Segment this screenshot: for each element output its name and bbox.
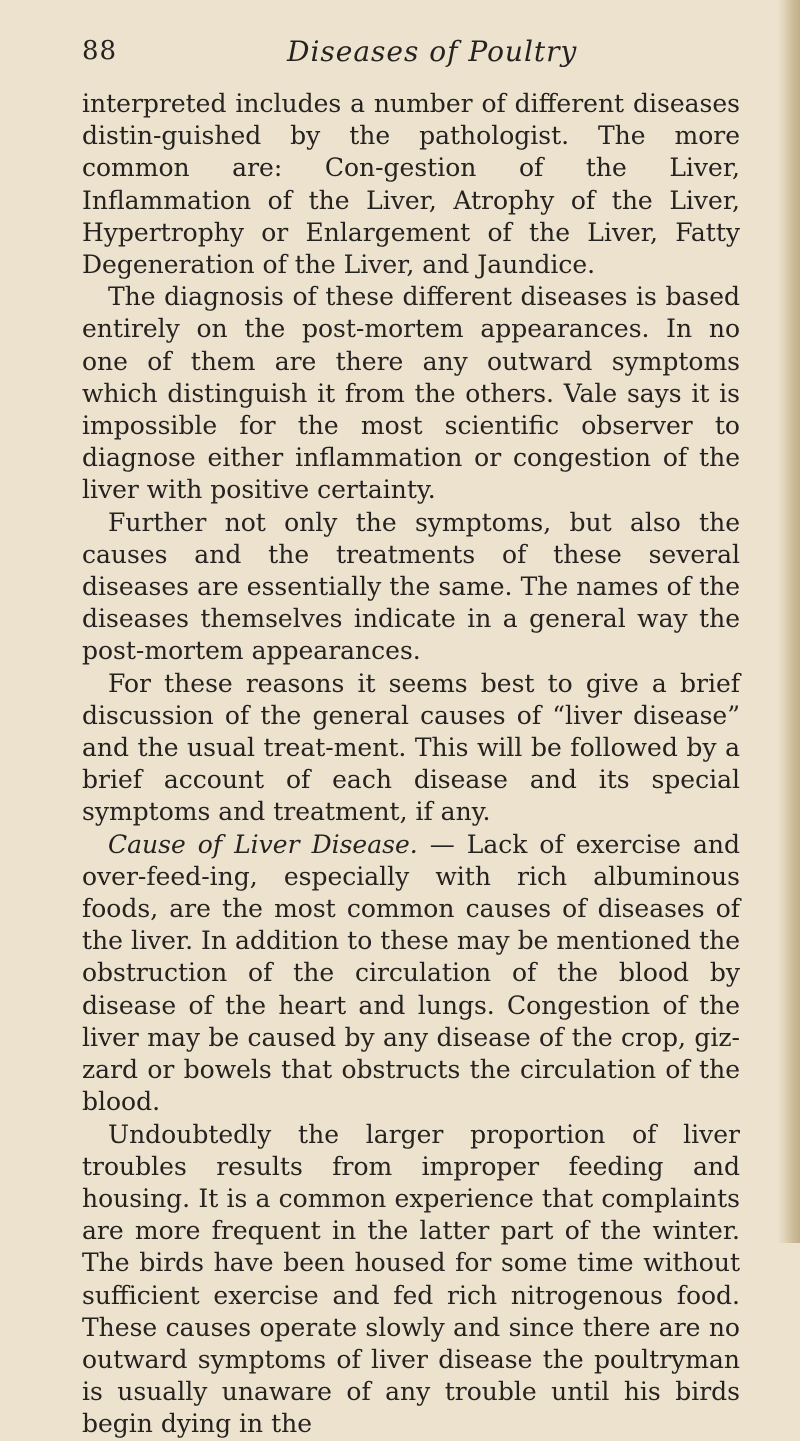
paragraph [82,88,740,281]
book-page [82,0,740,1439]
page-number: 88 [82,36,118,66]
paragraph-text: The diagnosis of these different diseases is based entirely on the post-mortem appearances. In no one of them are there any outward symptoms which distinguish it from the others. Vale says it is impossible for the most scientific observer to diagnose either inflammation or congestion of the liver with positive certainty. [82,282,740,505]
paragraph [82,668,740,829]
running-title: Diseases of Poultry [287,35,578,68]
page-edge-shadow [778,0,800,1243]
body-text [82,88,740,1441]
paragraph [82,1119,740,1441]
paragraph-text: interpreted includes a number of different diseases distin-guished by the pathologist. The more common are: Con-gestion of the Liver, Inflammation of the Liver, Atrophy of the Liver, Hypertrophy or Enlargement of the Liver, Fatty Degeneration of the Liver, and Jaundice. [82,89,740,280]
paragraph-text: Further not only the symptoms, but also the causes and the treatments of these several diseases are essentially the same. The names of the diseases themselves indicate in a general way the post-mortem appearances. [82,507,740,666]
paragraph [82,829,740,1119]
paragraph-text: — Lack of exercise and over-feed-ing, especially with rich albuminous foods, are the most common causes of diseases of the liver. In addition to these may be mentioned the obstruction of the circulation of the blood by disease of the heart and lungs. Congestion of the liver may be caused by any disease of the crop, giz-zard or bowels that obstructs the circulation of the blood. [82,829,740,1117]
paragraph [82,281,740,506]
section-run-in-heading: Cause of Liver Disease. [108,829,418,859]
paragraph-text: For these reasons it seems best to give a brief discussion of the general causes of “liver disease” and the usual treat-ment. This will be followed by a brief account of each disease and its special symptoms and treatment, if any. [82,668,740,827]
paragraph [82,507,740,668]
paragraph-text: Undoubtedly the larger proportion of liver troubles results from improper feeding and housing. It is a common experience that complaints are more frequent in the latter part of the winter. The birds have been housed for some time without sufficient exercise and fed rich nitrogenous food. These causes operate slowly and since there are no outward symptoms of liver disease the poultryman is usually unaware of any trouble until his birds begin dying in the [82,1119,740,1439]
running-head [82,36,740,76]
